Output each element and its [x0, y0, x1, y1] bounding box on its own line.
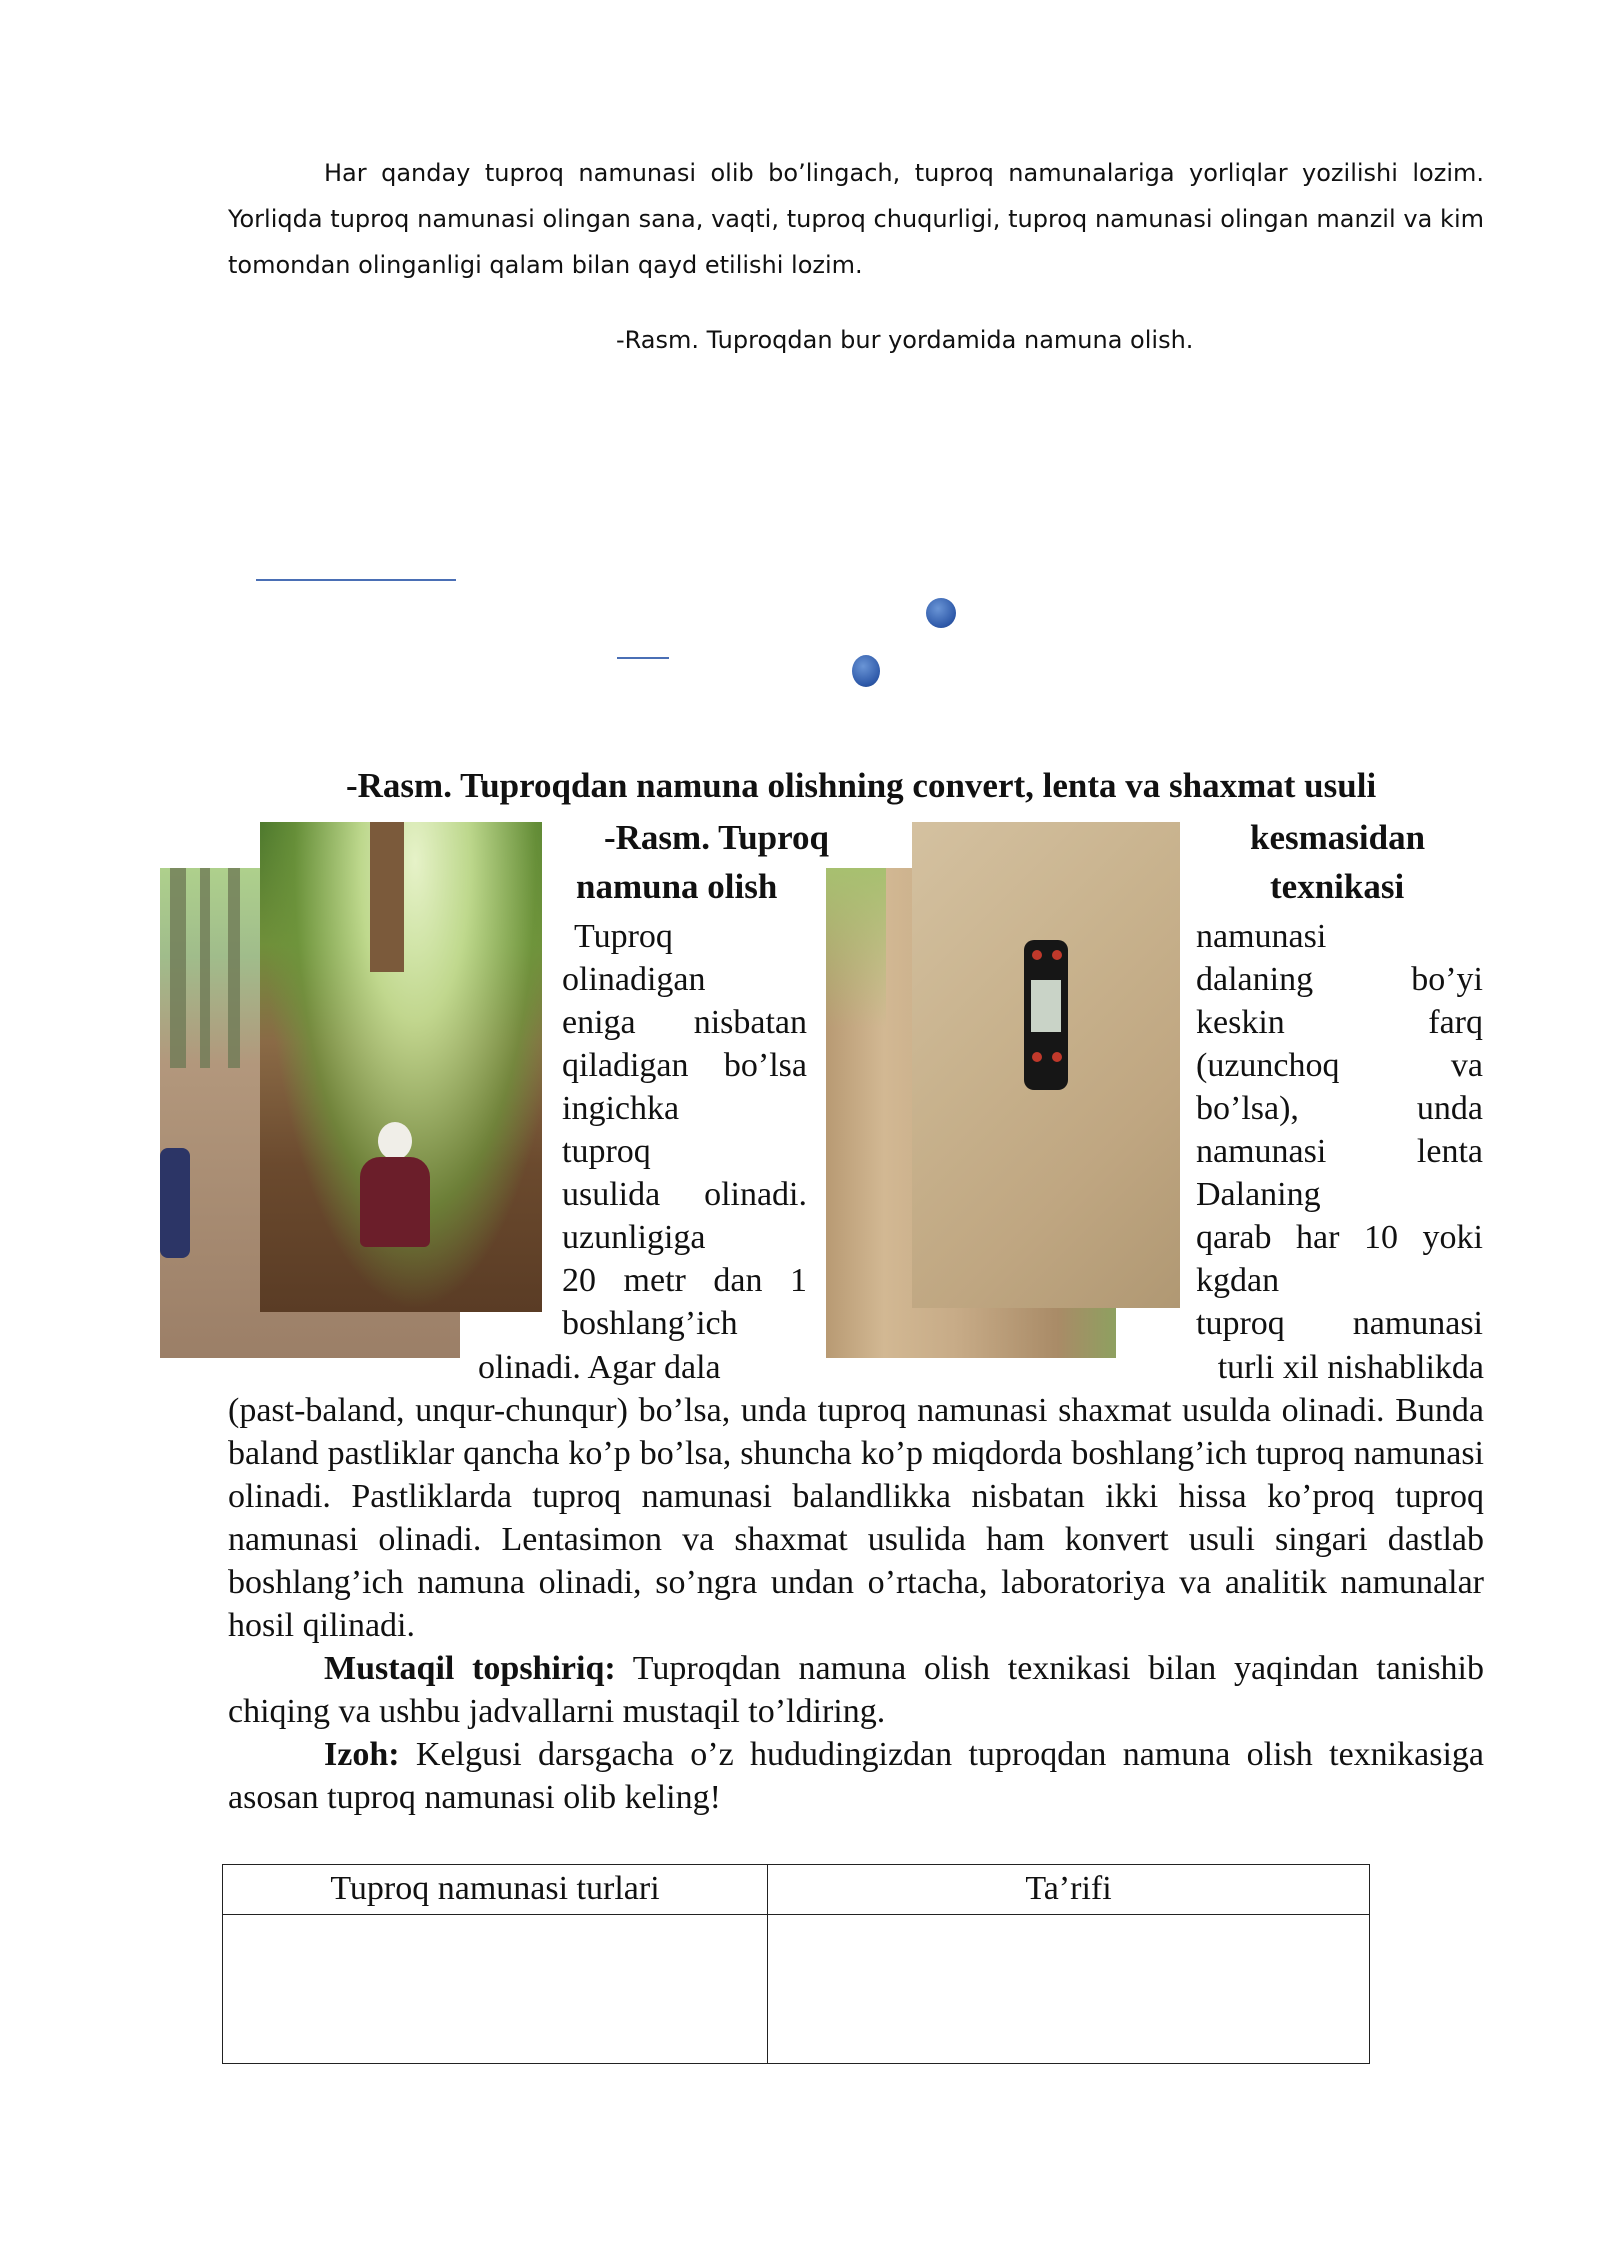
figure-caption-3-right-2: texnikasi [1270, 867, 1405, 906]
right-line: qarab har 10 yoki [1196, 1219, 1483, 1256]
intro-paragraph: Har qanday tuproq namunasi olib bo’lingach, tuproq namunalariga yorliqlar yozilishi lozim. Yorliqda tuproq namunasi olingan sana, vaqti, tuproq chuqurligi, tuproq namunasi olingan manzil va kim tomondan olinganligi qalam bilan qayd etilishi lozim. [228, 159, 1484, 279]
diagram-dot-upper [926, 598, 956, 628]
right-line: keskin farq [1196, 1004, 1483, 1041]
soil-sample-table [222, 1864, 1370, 2064]
right-line: bo’lsa), unda [1196, 1090, 1483, 1127]
note-text: Kelgusi darsgacha o’z hududingizdan tuproqdan namuna olish texnikasiga asosan tuproq namunasi olib keling! [228, 1736, 1484, 1816]
left-line: 20 metr dan 1 [562, 1262, 807, 1299]
diagram-line-short [617, 657, 669, 659]
figure-caption-3-left-2: namuna olish [576, 867, 778, 906]
left-line: olinadigan [562, 961, 706, 998]
task-label: Mustaqil topshiriq: [324, 1650, 616, 1687]
photo-soil-thermometer [912, 822, 1180, 1308]
table-header-types: Tuproq namunasi turlari [223, 1865, 768, 1915]
table-row [223, 1915, 1370, 2064]
wrapped-text-left-column [562, 915, 807, 1345]
left-line: Tuproq [574, 918, 673, 955]
table-header-description: Ta’rifi [768, 1865, 1370, 1915]
right-line: namunasi lenta [1196, 1133, 1483, 1170]
right-line: (uzunchoq va [1196, 1047, 1483, 1084]
left-line: tuproq [562, 1133, 651, 1170]
right-line: kgdan [1196, 1262, 1280, 1299]
task-paragraph [228, 1647, 1484, 1733]
figure-caption-3-left-1: -Rasm. Tuproq [604, 818, 830, 857]
photo-soil-sampling-trench [260, 822, 542, 1312]
wrapped-text-last-row [478, 1346, 1484, 1389]
figure-caption-methods: -Rasm. Tuproqdan namuna olishning convert, lenta va shaxmat usuli [346, 766, 1377, 805]
right-line: tuproq namunasi [1196, 1305, 1483, 1342]
last-line-left: olinadi. Agar dala [478, 1349, 721, 1386]
wrapped-text-right-column [1196, 915, 1483, 1345]
left-line: qiladigan bo’lsa [562, 1047, 807, 1084]
diagram-dot-lower [852, 655, 880, 687]
task-text: Tuproqdan namuna olish texnikasi bilan yaqindan tanishib chiqing va ushbu jadvallarni mustaqil to’ldiring. [228, 1650, 1484, 1730]
last-line-right: turli xil nishablikda [1217, 1349, 1484, 1386]
table-cell-empty[interactable] [768, 1915, 1370, 2064]
left-line: uzunligiga [562, 1219, 706, 1256]
left-line: boshlang’ich [562, 1305, 738, 1342]
left-line: eniga nisbatan [562, 1004, 807, 1041]
diagram-line-long [256, 579, 456, 581]
right-line: dalaning bo’yi [1196, 961, 1483, 998]
left-line: usulida olinadi. [562, 1176, 807, 1213]
note-paragraph [228, 1733, 1484, 1819]
figure-caption-3-right-1: kesmasidan [1250, 818, 1426, 857]
figure-caption-auger: -Rasm. Tuproqdan bur yordamida namuna olish. [616, 326, 1194, 354]
note-label: Izoh: [324, 1736, 400, 1773]
right-line: Dalaning [1196, 1176, 1321, 1213]
left-line: ingichka [562, 1090, 680, 1127]
body-paragraph: (past-baland, unqur-chunqur) bo’lsa, unda tuproq namunasi shaxmat usulda olinadi. Bunda baland pastliklar qancha ko’p bo’lsa, shuncha ko’p miqdorda boshlang’ich tuproq namunasi olinadi. Pastliklarda tuproq namunasi balandlikka nisbatan ikki hissa ko’proq tuproq namunasi olinadi. Lentasimon va shaxmat usulida ham konvert usuli singari dastlab boshlang’ich namuna olinadi, so’ngra undan o’rtacha, laboratoriya va analitik namunalar hosil qilinadi. [228, 1392, 1484, 1644]
table-cell-empty[interactable] [223, 1915, 768, 2064]
right-line: namunasi [1196, 918, 1327, 955]
